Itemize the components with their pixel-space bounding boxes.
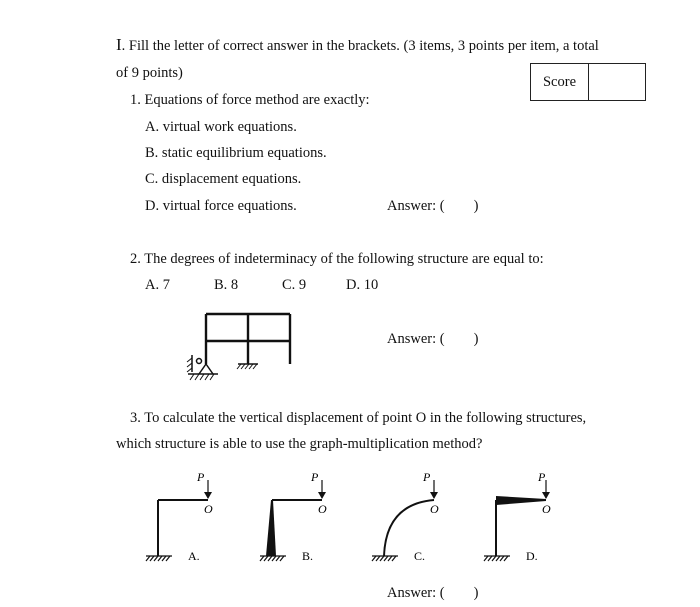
- fig-c-point-label: O: [430, 502, 439, 516]
- fig-b-load-label: P: [311, 470, 319, 484]
- fig-c-letter: C.: [414, 549, 426, 563]
- q2-option-d: D. 10: [346, 277, 379, 293]
- q3-figure-c: [368, 468, 458, 568]
- q1-option-d: D. virtual force equations.: [145, 198, 297, 214]
- fig-b-point-label: O: [318, 502, 327, 516]
- score-box: [530, 63, 646, 101]
- fig-d-point-label: O: [542, 502, 551, 516]
- section-instruction-line2: of 9 points): [116, 65, 183, 81]
- q2-frame-diagram: [180, 308, 320, 388]
- q2-stem: 2. The degrees of indeterminacy of the following structure are equal to:: [130, 251, 544, 267]
- fig-a-point-label: O: [204, 502, 213, 516]
- q1-stem: 1. Equations of force method are exactly:: [130, 92, 370, 108]
- section-roman-numeral: I: [116, 35, 122, 54]
- q1-option-a: A. virtual work equations.: [145, 119, 297, 135]
- q3-figure-b: [256, 468, 346, 568]
- q3-figure-a: [142, 468, 232, 568]
- section-header: [116, 36, 599, 55]
- fig-a-load-label: P: [197, 470, 205, 484]
- fig-d-letter: D.: [526, 549, 538, 563]
- q2-answer-blank[interactable]: Answer: ( ): [387, 331, 479, 347]
- q1-answer-blank[interactable]: Answer: ( ): [387, 198, 479, 214]
- score-label: Score: [531, 64, 589, 100]
- q2-option-a: A. 7: [145, 277, 170, 293]
- fig-d-load-label: P: [538, 470, 546, 484]
- q2-option-c: C. 9: [282, 277, 307, 293]
- q3-stem-line2: which structure is able to use the graph-multiplication method?: [116, 436, 483, 452]
- q1-option-c: C. displacement equations.: [145, 171, 302, 187]
- section-instruction-line1: . Fill the letter of correct answer in the brackets. (3 items, 3 points per item, a total: [121, 38, 599, 54]
- fig-b-letter: B.: [302, 549, 314, 563]
- fig-a-letter: A.: [188, 549, 200, 563]
- fig-c-load-label: P: [423, 470, 431, 484]
- q3-answer-blank[interactable]: Answer: ( ): [387, 585, 479, 601]
- q1-option-b: B. static equilibrium equations.: [145, 145, 327, 161]
- q3-stem-line1: 3. To calculate the vertical displacement of point O in the following structures,: [130, 410, 587, 426]
- q3-figure-d: [480, 468, 570, 568]
- q2-option-b: B. 8: [214, 277, 239, 293]
- score-field[interactable]: [589, 64, 645, 100]
